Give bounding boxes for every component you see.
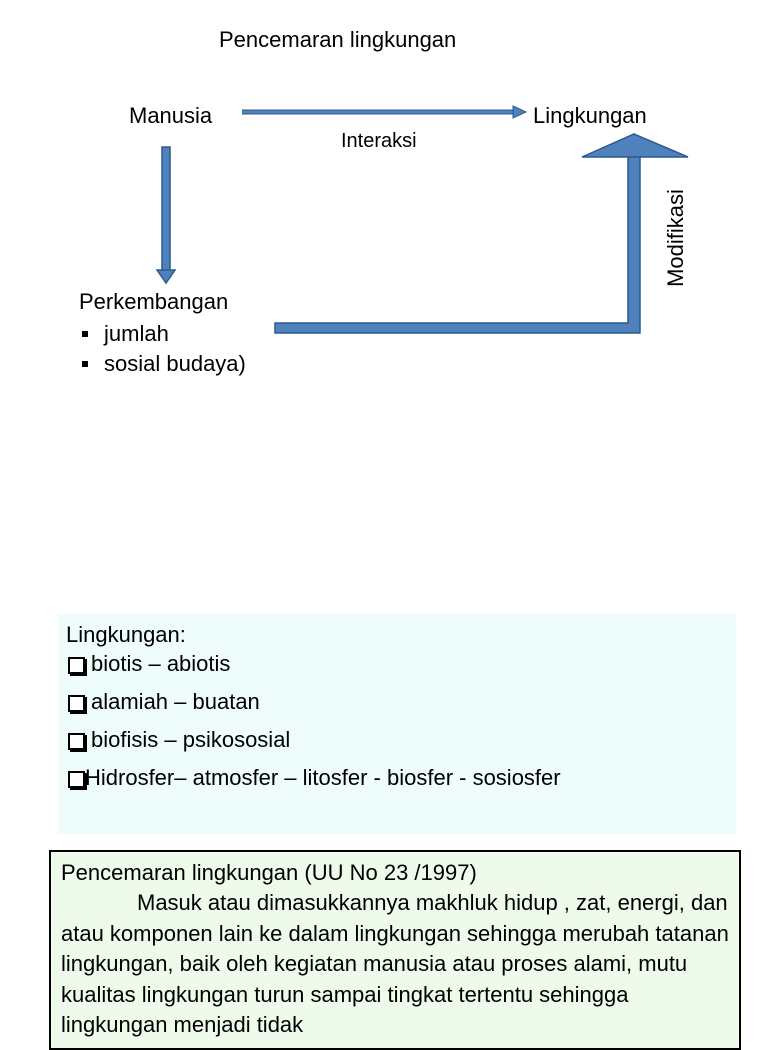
checkbox-bullet-icon	[68, 657, 85, 674]
interaksi-arrow	[242, 106, 526, 118]
perkembangan-list	[80, 319, 246, 379]
list-item: biotis – abiotis	[66, 651, 561, 689]
node-manusia: Manusia	[129, 103, 213, 128]
checkbox-bullet-icon	[68, 733, 85, 750]
checkbox-bullet-icon	[68, 771, 85, 788]
edge-label-interaksi: Interaksi	[341, 130, 417, 152]
list-item: jumlah	[80, 319, 246, 349]
definition-title: Pencemaran lingkungan (UU No 23 /1997)	[61, 860, 477, 885]
modifikasi-arrow	[275, 134, 688, 333]
diagram-title: Pencemaran lingkungan	[219, 27, 457, 52]
list-item: sosial budaya)	[80, 349, 246, 379]
list-item: biofisis – psikososial	[66, 727, 561, 765]
lingkungan-list	[66, 651, 561, 803]
list-item: Hidrosfer– atmosfer – litosfer - biosfer - sosiosfer	[66, 765, 561, 803]
definition-box	[49, 850, 741, 1050]
definition-body: Masuk atau dimasukkannya makhluk hidup , zat, energi, dan atau komponen lain ke dalam lingkungan sehingga merubah tatanan lingkungan, baik oleh kegiatan manusia atau proses alami, mutu kualitas lingkungan turun sampai tingkat tertentu sehingga lingkungan menjadi tidak	[61, 890, 729, 1037]
lingkungan-box	[58, 614, 736, 834]
checkbox-bullet-icon	[68, 695, 85, 712]
list-item: alamiah – buatan	[66, 689, 561, 727]
node-perkembangan: Perkembangan	[79, 289, 229, 314]
lingkungan-box-title: Lingkungan:	[66, 622, 186, 647]
edge-label-modifikasi: Modifikasi	[663, 189, 688, 287]
down-arrow	[157, 147, 175, 283]
node-lingkungan: Lingkungan	[533, 103, 647, 128]
